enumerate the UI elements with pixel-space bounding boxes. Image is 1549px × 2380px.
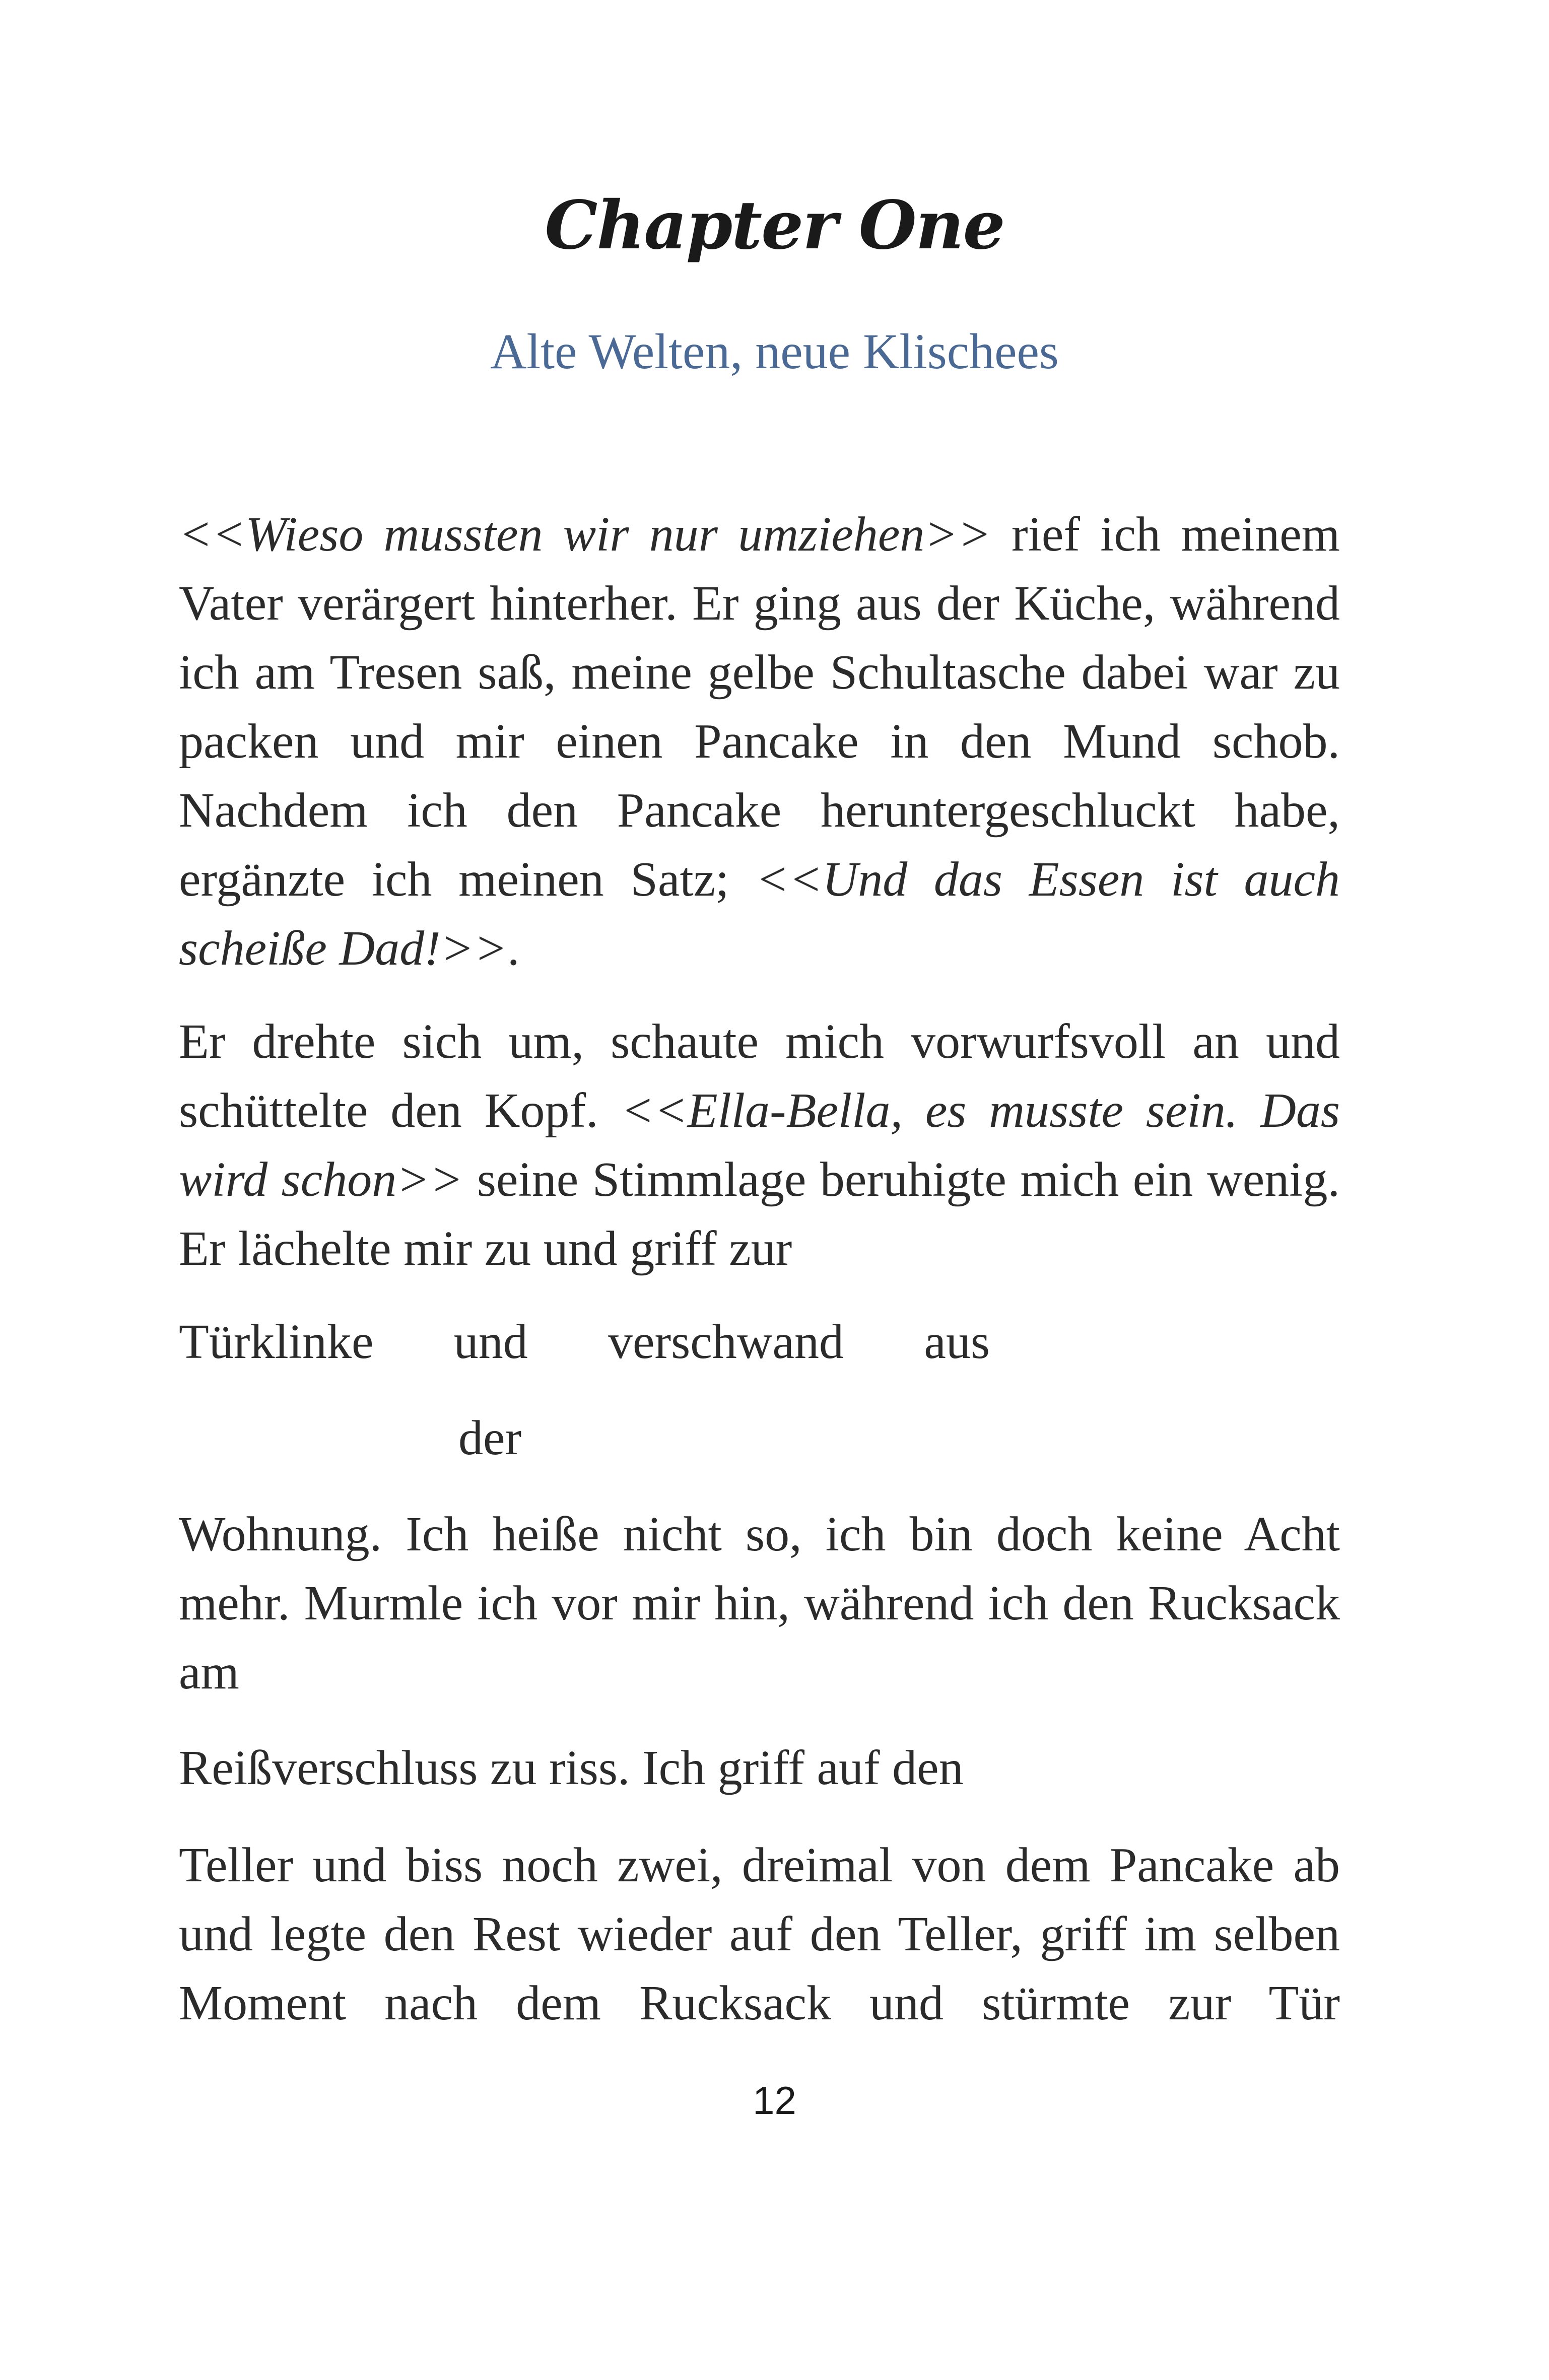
body-text-block-4 [458, 1404, 761, 1473]
paragraph-5: Wohnung. Ich heiße nicht so, ich bin doch keine Acht mehr. Murmle ich vor mir hin, während ich den Rucksack am [179, 1507, 1340, 1699]
paragraph-text: Er drehte sich um, schaute mich vorwurfsvoll an und schüttelte den Kopf. [179, 1014, 1340, 1138]
paragraph-1 [179, 500, 1340, 983]
paragraph-4: der [458, 1411, 522, 1465]
dialogue-quote: <<Wieso mussten wir nur umziehen>> [179, 507, 991, 562]
paragraph-3 [179, 1308, 990, 1377]
chapter-title: Chapter One [545, 186, 1004, 264]
body-text-block-3 [179, 1308, 990, 1377]
word: aus [924, 1315, 990, 1369]
word: Türklinke [179, 1315, 374, 1369]
body-text-block-2 [179, 1007, 1340, 1283]
paragraph-6: Reißverschluss zu riss. Ich griff auf den [179, 1741, 964, 1795]
page-number: 12 [753, 2078, 796, 2123]
paragraph-text: . [507, 921, 520, 976]
paragraph-2 [179, 1007, 1340, 1283]
body-text-block-6 [179, 1734, 1340, 1803]
paragraph-text: seine Stimmlage beruhigte mich ein wenig. Er lächelte mir zu und griff zur [179, 1152, 1340, 1276]
word: verschwand [608, 1315, 844, 1369]
chapter-subtitle: Alte Welten, neue Klischees [490, 323, 1059, 379]
dialogue-quote: <<Und das Essen ist auch scheiße Dad!>> [179, 852, 1340, 976]
body-text-block-1 [179, 500, 1340, 983]
body-text-block-7 [179, 1831, 1340, 2038]
body-text-block-5 [179, 1500, 1340, 1707]
paragraph-text: rief ich meinem Vater verärgert hinterher. Er ging aus der Küche, während ich am Tresen saß, meine gelbe Schultasche dabei war zu packen und mir einen Pancake in den Mund schob. Nachdem ich den Pancake heruntergeschluckt habe, ergänzte ich meinen Satz; [179, 507, 1340, 907]
word: und [453, 1315, 528, 1369]
dialogue-quote: <<Ella-Bella, es musste sein. Das wird schon>> [179, 1083, 1340, 1207]
paragraph-7: Teller und biss noch zwei, dreimal von dem Pancake ab und legte den Rest wieder auf den Teller, griff im selben Moment nach dem Rucksack und stürmte zur Tür [179, 1838, 1340, 2030]
